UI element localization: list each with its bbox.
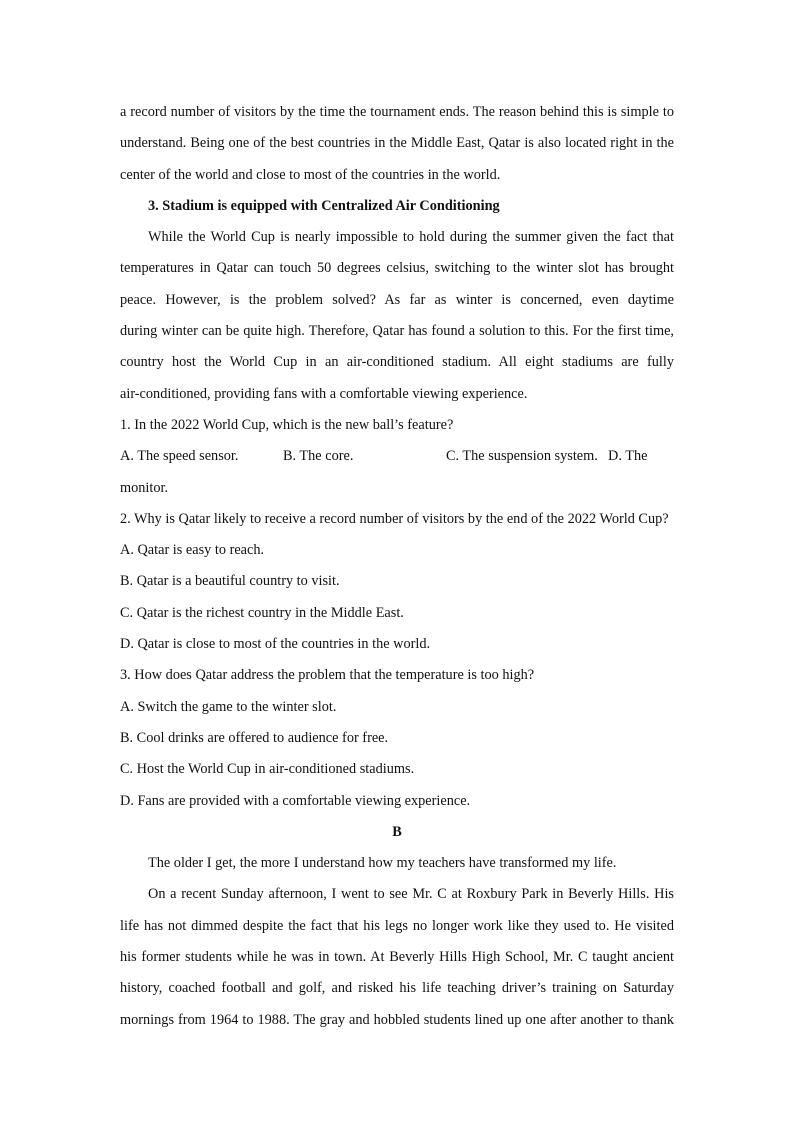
paragraph-air-conditioning — [120, 222, 674, 410]
option-d-continued: monitor. — [120, 479, 169, 496]
question-2 — [120, 504, 674, 660]
paragraph-intro: The older I get, the more I understand how my teachers have transformed my life. — [148, 855, 617, 872]
text-line: during winter can be quite high. Therefore, Qatar has found a solution to this. For the first time, — [120, 323, 674, 340]
option-a: A. Qatar is easy to reach. — [120, 542, 265, 559]
text-line: understand. Being one of the best countries in the Middle East, Qatar is also located right in the — [120, 135, 674, 152]
options-row — [120, 441, 674, 472]
text-line: life has not dimmed despite the fact that his legs no longer work like they used to. He visited — [120, 917, 674, 934]
paragraph-qatar-location — [120, 97, 674, 191]
option-d: D. Fans are provided with a comfortable viewing experience. — [120, 792, 471, 809]
question-3 — [120, 660, 674, 816]
text-line: temperatures in Qatar can touch 50 degrees celsius, switching to the winter slot has brought — [120, 260, 674, 277]
text-line: On a recent Sunday afternoon, I went to see Mr. C at Roxbury Park in Beverly Hills. His — [148, 886, 674, 903]
text-line: history, coached football and golf, and risked his life teaching driver’s training on Saturday — [120, 980, 674, 997]
question-1 — [120, 410, 674, 504]
option-d: D. The — [608, 448, 648, 465]
option-a: A. Switch the game to the winter slot. — [120, 698, 337, 715]
paragraph-mr-c — [120, 879, 674, 1035]
option-b: B. The core. — [283, 448, 354, 465]
option-b: B. Qatar is a beautiful country to visit. — [120, 573, 340, 590]
section-heading-3: 3. Stadium is equipped with Centralized Air Conditioning — [148, 197, 500, 214]
option-c: C. Host the World Cup in air-conditioned stadiums. — [120, 761, 415, 778]
question-text: 3. How does Qatar address the problem that the temperature is too high? — [120, 667, 535, 684]
text-line: peace. However, is the problem solved? As far as winter is concerned, even daytime — [120, 291, 674, 308]
text-line: air-conditioned, providing fans with a comfortable viewing experience. — [120, 385, 528, 402]
text-line: a record number of visitors by the time the tournament ends. The reason behind this is simple to — [120, 104, 674, 120]
text-line: While the World Cup is nearly impossible to hold during the summer given the fact that — [148, 229, 674, 246]
option-b: B. Cool drinks are offered to audience for free. — [120, 729, 389, 746]
text-line: his former students while he was in town. At Beverly Hills High School, Mr. C taught ancient — [120, 949, 674, 966]
question-text: 1. In the 2022 World Cup, which is the new ball’s feature? — [120, 416, 454, 433]
text-line: center of the world and close to most of the countries in the world. — [120, 166, 501, 183]
option-d: D. Qatar is close to most of the countries in the world. — [120, 636, 431, 653]
text-line: country host the World Cup in an air-conditioned stadium. All eight stadiums are fully — [120, 354, 674, 371]
option-c: C. The suspension system. — [446, 448, 598, 465]
question-text: 2. Why is Qatar likely to receive a record number of visitors by the end of the 2022 World Cup? — [120, 510, 669, 527]
passage-b-title: B — [392, 823, 402, 840]
text-line: mornings from 1964 to 1988. The gray and hobbled students lined up one after another to thank — [120, 1011, 674, 1028]
option-c: C. Qatar is the richest country in the Middle East. — [120, 604, 404, 621]
option-a: A. The speed sensor. — [120, 448, 239, 465]
document-page — [120, 97, 674, 1036]
